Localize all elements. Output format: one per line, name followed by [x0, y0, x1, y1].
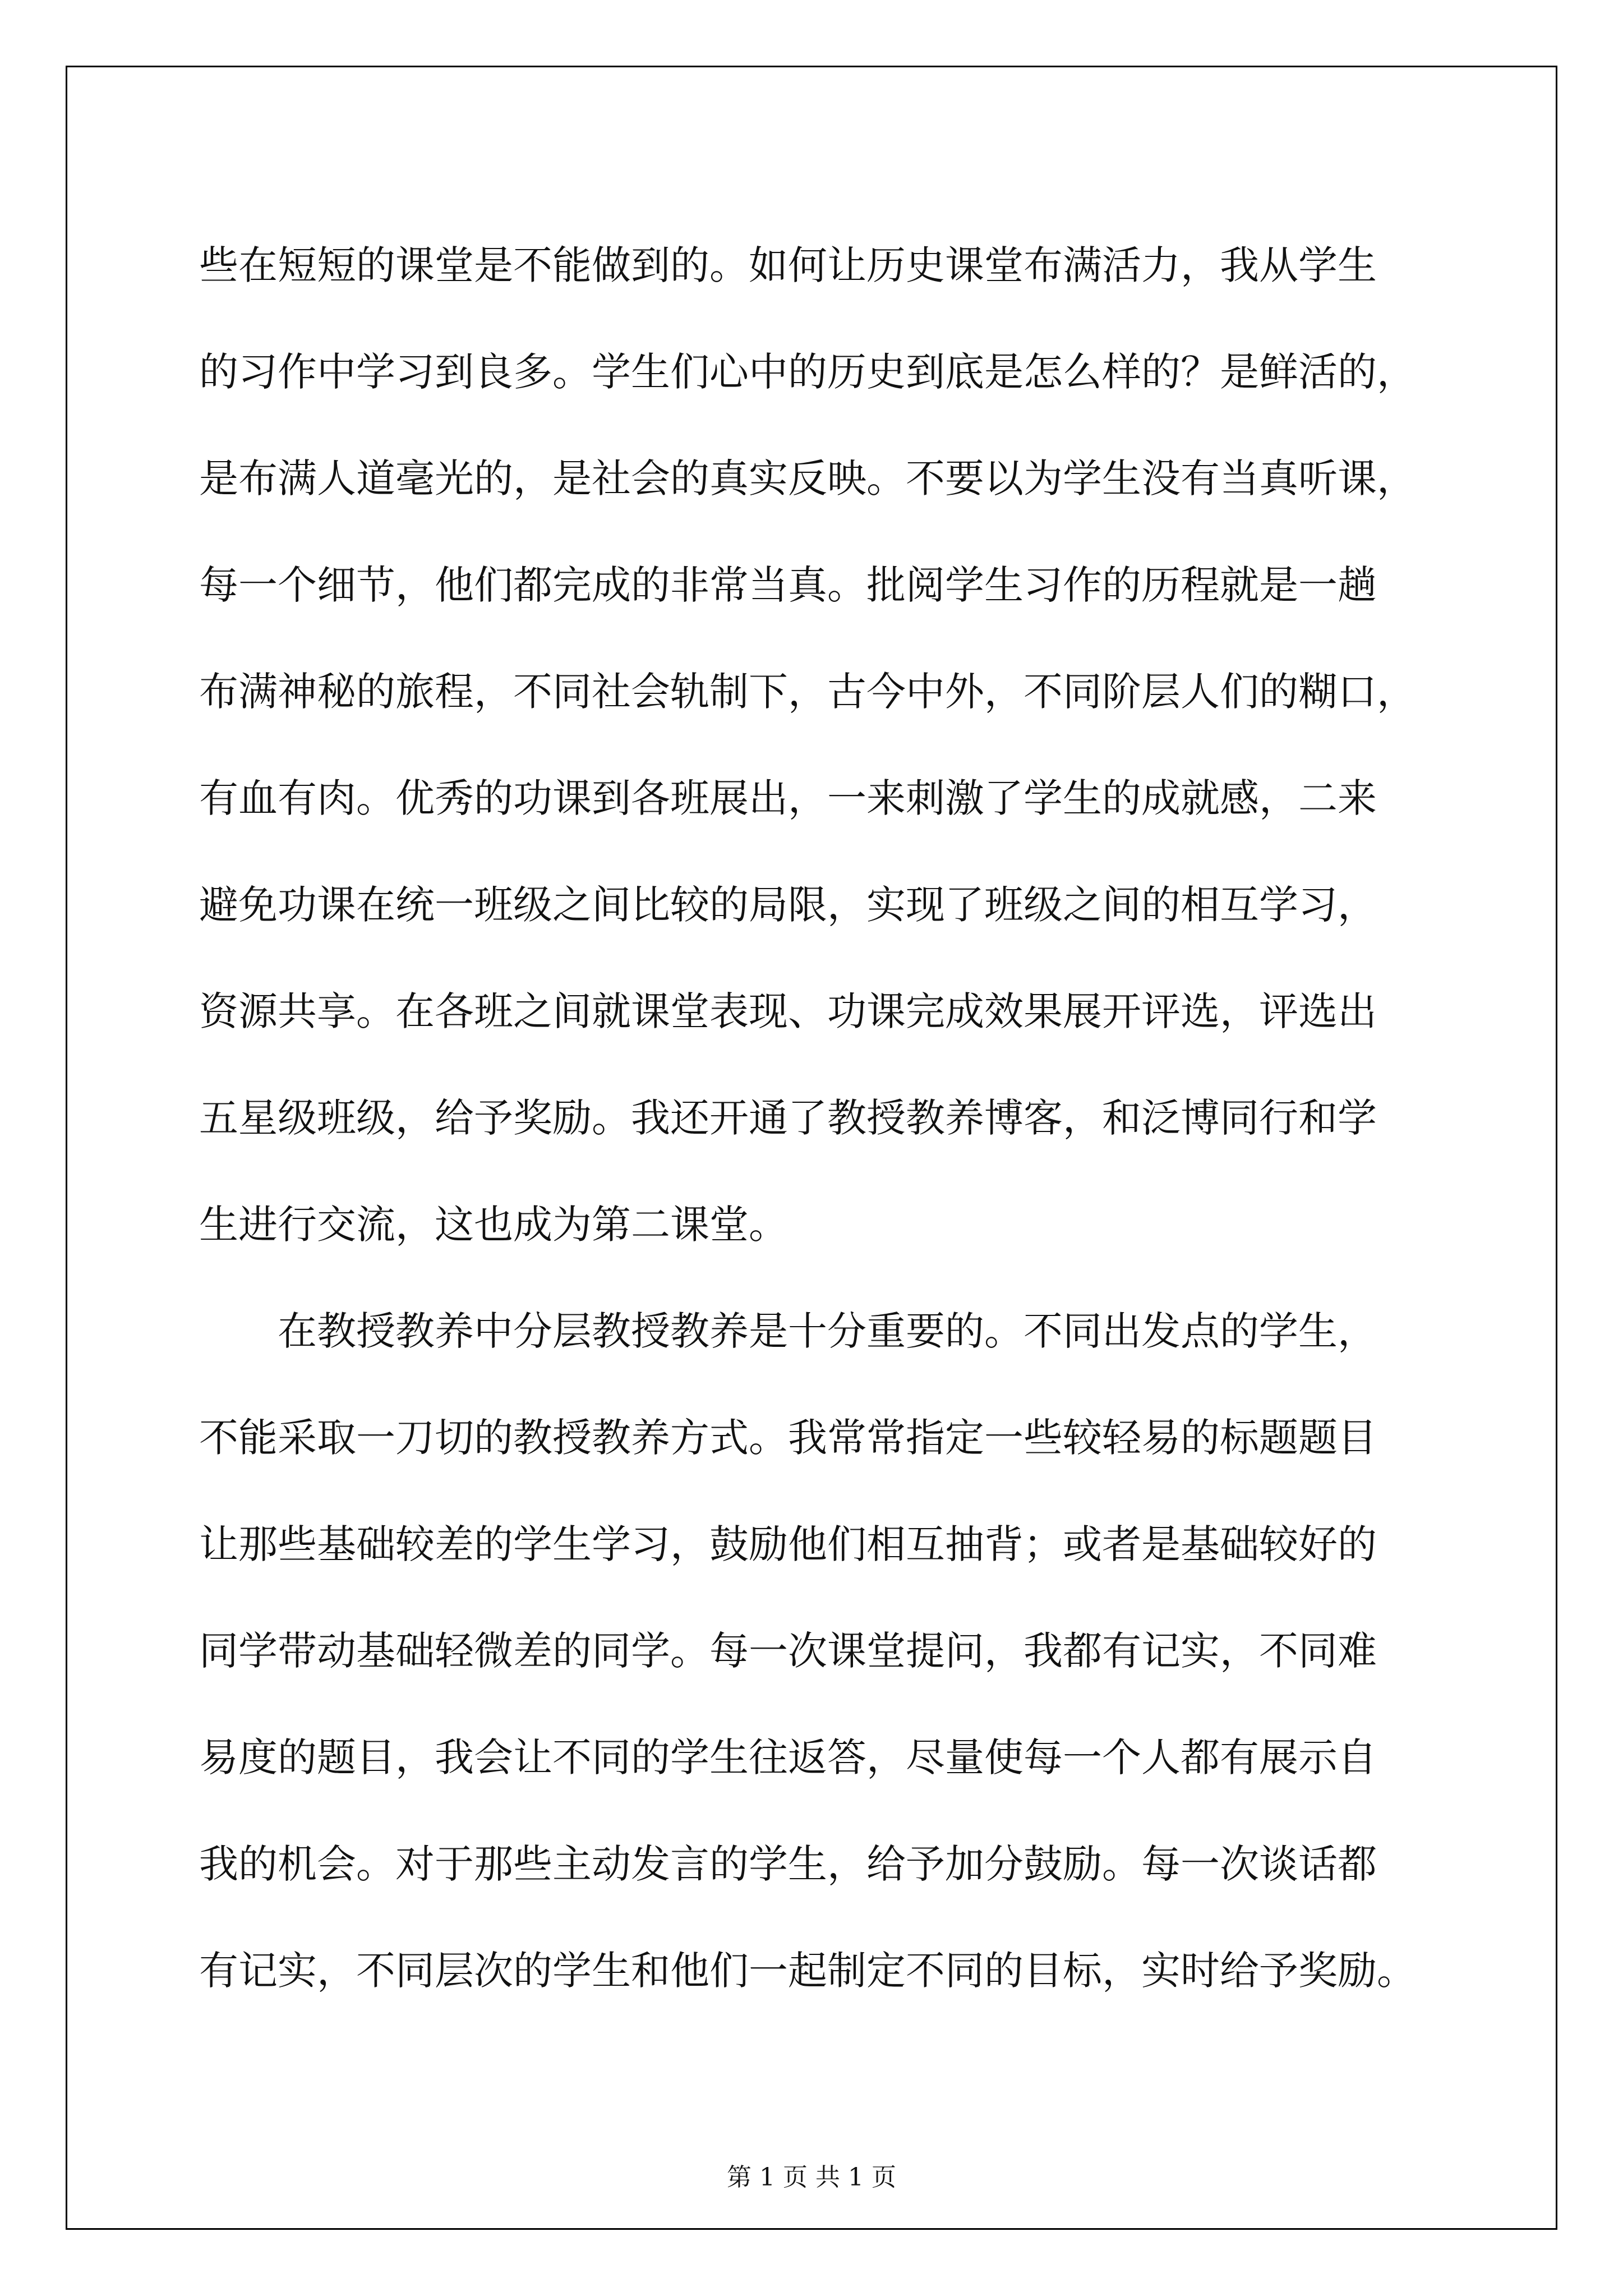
text-line: 我的机会。对于那些主动发言的学生，给予加分鼓励。每一次谈话都 — [199, 1841, 1377, 1887]
text-line: 避免功课在统一班级之间比较的局限，实现了班级之间的相互学习， — [199, 882, 1377, 928]
page-number-footer: 第 1 页 共 1 页 — [727, 2163, 896, 2192]
text-line: 让那些基础较差的学生学习，鼓励他们相互抽背；或者是基础较好的 — [199, 1521, 1377, 1567]
document-body — [199, 212, 1455, 2024]
text-line: 五星级班级，给予奖励。我还开通了教授教养博客，和泛博同行和学 — [199, 1095, 1377, 1141]
paragraph-start-line: 在教授教养中分层教授教养是十分重要的。不同出发点的学生， — [278, 1308, 1377, 1354]
text-line: 生进行交流，这也成为第二课堂。 — [199, 1202, 788, 1248]
text-line: 是布满人道毫光的，是社会的真实反映。不要以为学生没有当真听课， — [199, 455, 1416, 501]
text-line: 些在短短的课堂是不能做到的。如何让历史课堂布满活力，我从学生 — [199, 242, 1377, 288]
text-line: 易度的题目，我会让不同的学生往返答，尽量使每一个人都有展示自 — [199, 1734, 1377, 1780]
text-line: 布满神秘的旅程，不同社会轨制下，古今中外，不同阶层人们的糊口， — [199, 669, 1416, 715]
text-line: 每一个细节，他们都完成的非常当真。批阅学生习作的历程就是一趟 — [199, 562, 1377, 608]
text-line: 不能采取一刀切的教授教养方式。我常常指定一些较轻易的标题题目 — [199, 1415, 1377, 1461]
text-line: 资源共享。在各班之间就课堂表现、功课完成效果展开评选，评选出 — [199, 988, 1377, 1034]
text-line: 的习作中学习到良多。学生们心中的历史到底是怎么样的？是鲜活的， — [199, 349, 1416, 395]
text-line: 同学带动基础轻微差的同学。每一次课堂提问，我都有记实，不同难 — [199, 1628, 1377, 1674]
text-line: 有血有肉。优秀的功课到各班展出，一来刺激了学生的成就感，二来 — [199, 775, 1377, 821]
text-line: 有记实，不同层次的学生和他们一起制定不同的目标，实时给予奖励。 — [199, 1948, 1416, 1994]
